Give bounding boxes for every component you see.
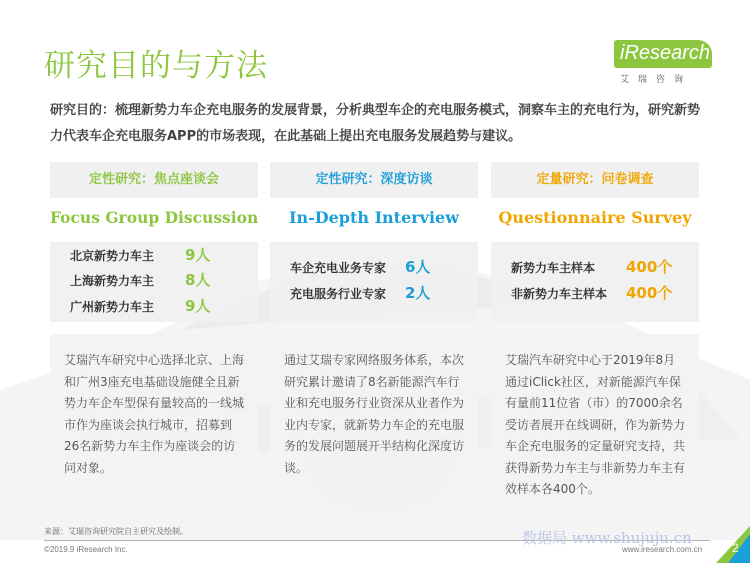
research-purpose-text: 研究目的：梳理新势力车企充电服务的发展背景，分析典型车企的充电服务模式，洞察车主的充电行为，研究新势力代表车企充电服务APP的市场表现，在此基础上提出充电服务发展趋势与建议。: [50, 103, 701, 144]
stat-value: 9人: [185, 296, 211, 315]
method-column-focus-group: [50, 162, 258, 516]
stat-row: [290, 282, 458, 308]
stat-label: 北京新势力车主: [70, 249, 155, 263]
method-column-depth-interview: [270, 162, 478, 516]
stat-value: 9人: [185, 246, 211, 264]
copyright-text: ©2019.9 iResearch Inc.: [44, 545, 128, 554]
stat-label: 车企充电业务专家: [290, 261, 387, 275]
stat-row: [511, 256, 679, 282]
column-english-title: Questionnaire Survey: [498, 208, 692, 227]
stat-label: 新势力车主样本: [511, 261, 596, 275]
page-number: 2: [732, 541, 739, 555]
stat-row: [70, 295, 238, 320]
stat-row: [70, 269, 238, 294]
logo-brand-text: iResearch: [620, 42, 711, 64]
logo-subtitle: 艾瑞咨询: [620, 75, 693, 85]
sample-stats: [491, 242, 699, 322]
website-link[interactable]: www.iresearch.com.cn: [622, 545, 703, 554]
stat-row: [290, 256, 458, 282]
sample-stats: [270, 242, 478, 322]
column-heading: 定量研究：问卷调查: [491, 162, 699, 198]
stat-label: 广州新势力车主: [70, 299, 155, 314]
column-description: 通过艾瑞专家网络服务体系，本次研究累计邀请了8名新能源汽车行业和充电服务行业资深从业者作为业内专家，就新势力车企的充电服务的发展问题展开半结构化深度访谈。: [270, 334, 478, 516]
method-column-questionnaire: [491, 162, 699, 516]
column-english-title: Focus Group Discussion: [50, 208, 259, 227]
stat-value: 400个: [626, 284, 673, 302]
column-heading: 定性研究：深度访谈: [270, 162, 478, 198]
column-english-title: In-Depth Interview: [288, 208, 460, 227]
stat-label: 非新势力车主样本: [511, 287, 608, 301]
sample-stats: [50, 242, 258, 322]
stat-label: 上海新势力车主: [70, 274, 155, 289]
iresearch-logo: [614, 40, 714, 88]
stat-value: 6人: [405, 258, 431, 276]
stat-row: [70, 244, 238, 269]
watermark-text: 数据局 www.shujuju.cn: [522, 529, 692, 547]
column-description: 艾瑞汽车研究中心于2019年8月通过iClick社区，对新能源汽车保有量前11位省（市）的7000余名受访者展开在线调研，作为新势力车企充电服务的定量研究支持，共获得新势力车主与非新势力车主有效样本各400个。: [491, 334, 699, 516]
stat-value: 8人: [185, 271, 211, 290]
source-note: 来源：艾瑞咨询研究院自主研究及绘制。: [44, 527, 188, 536]
stat-value: 2人: [405, 284, 431, 302]
column-heading: 定性研究：焦点座谈会: [50, 162, 258, 198]
stat-value: 400个: [626, 258, 673, 276]
stat-label: 充电服务行业专家: [290, 287, 387, 301]
stat-row: [511, 282, 679, 308]
column-description: 艾瑞汽车研究中心选择北京、上海和广州3座充电基础设施健全且新势力车企车型保有量较高的一线城市作为座谈会执行城市，招募到26名新势力车主作为座谈会的访问对象。: [50, 334, 258, 516]
page-title: 研究目的与方法: [44, 48, 268, 84]
